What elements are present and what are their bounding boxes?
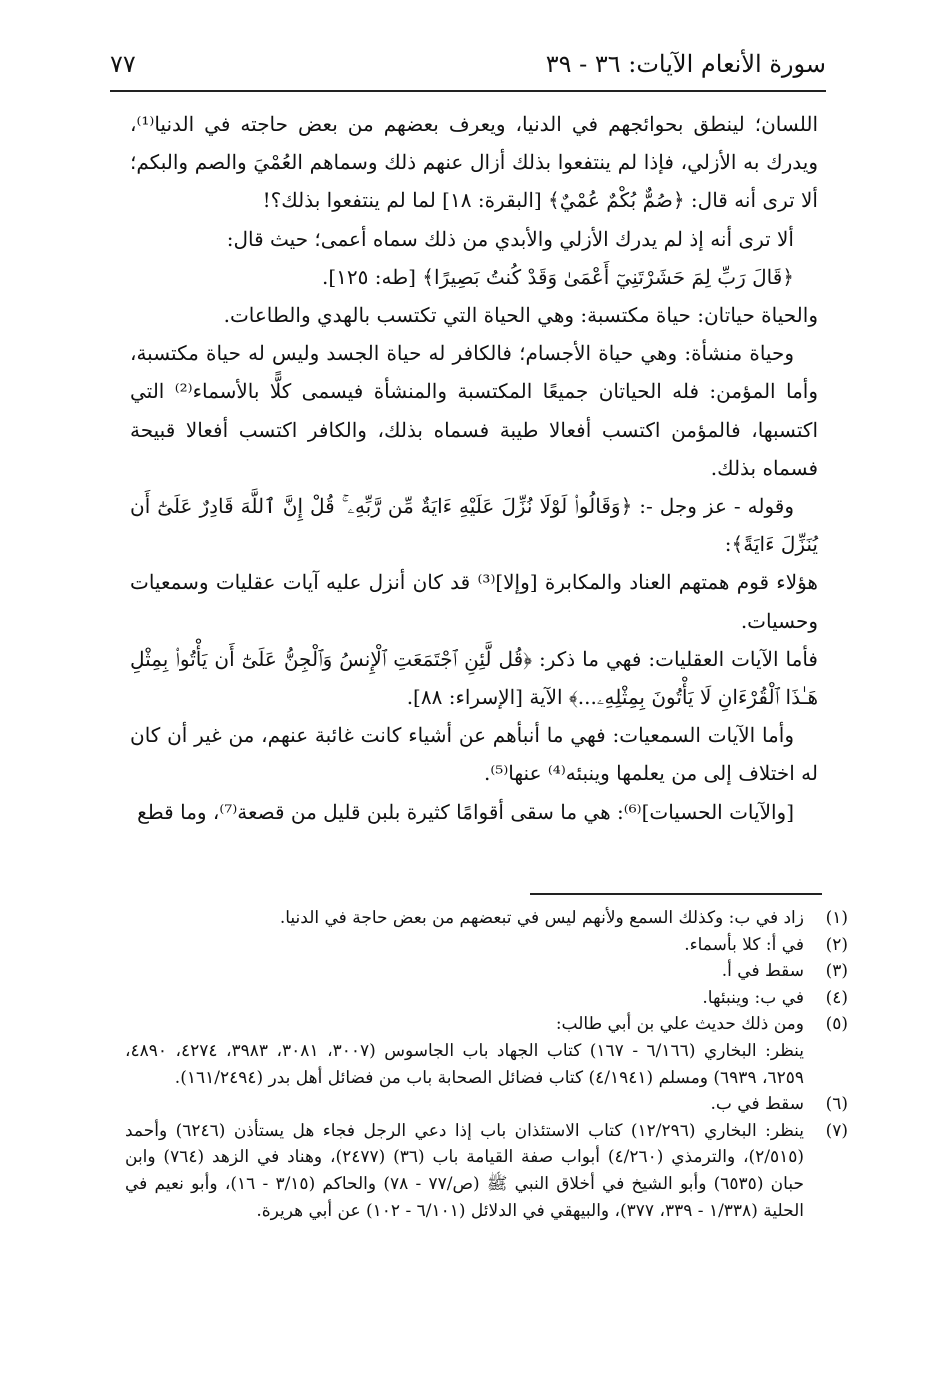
footnote-text: في ب: وينبئها. bbox=[702, 987, 804, 1008]
paragraph: [والآيات الحسيات]⁽⁶⁾: هي ما سقى أقوامًا كثيرة بلبن قليل من قصعة⁽⁷⁾، وما قطع bbox=[137, 799, 794, 824]
footnote-number: (٤) bbox=[825, 987, 848, 1008]
footnote bbox=[125, 985, 848, 1012]
footnote-text: ومن ذلك حديث علي بن أبي طالب: bbox=[555, 1014, 804, 1035]
footnotes bbox=[125, 905, 848, 1224]
paragraph: فأما الآيات العقليات: فهي ما ذكر: ﴿قُل لَّئِنِ ٱجْتَمَعَتِ ٱلْإِنسُ وَٱلْجِنُّ عَلَىٰٓ أَن يَأْتُوا۟ بِمِثْلِ هَـٰذَا ٱلْقُرْءَانِ لَا يَأْتُونَ بِمِثْلِهِۦ...﴾ الآية [الإسراء: ٨٨]. bbox=[130, 646, 818, 710]
paragraph: وحياة منشأة: وهي حياة الأجسام؛ فالكافر له حياة الجسد وليس له حياة مكتسبة، وأما المؤمن: فله الحياتان جميعًا المكتسبة والمنشأة فيسمى كلًّا بالأسماء⁽²⁾ التي اكتسبها، فالمؤمن اكتسب أفعالا طيبة فسماه بذلك، والكافر اكتسب أفعالا قبيحة فسماه بذلك. bbox=[130, 341, 818, 480]
footnote bbox=[125, 1118, 848, 1224]
footnote-number: (٦) bbox=[825, 1094, 848, 1115]
header-rule bbox=[110, 90, 826, 92]
paragraph: اللسان؛ لينطق بحوائجهم في الدنيا، ويعرف بعضهم من بعض حاجته في الدنيا⁽¹⁾، ويدرك به الأزلي، فإذا لم ينتفعوا بذلك أزال عنهم ذلك وسماهم العُمْيَ والصم والبكم؛ ألا ترى أنه قال: ﴿صُمٌّ بُكْمٌ عُمْيٌ﴾ [البقرة: ١٨] لما لم ينتفعوا بذلك؟! bbox=[130, 112, 819, 213]
paragraph: هؤلاء قوم همتهم العناد والمكابرة [وإلا]⁽³⁾ قد كان أنزل عليه آيات عقليات وسمعيات وحسيات. bbox=[130, 570, 818, 633]
footnote bbox=[125, 1091, 848, 1118]
footnote bbox=[125, 958, 848, 985]
paragraph: والحياة حياتان: حياة مكتسبة: وهي الحياة التي تكتسب بالهدي والطاعات. bbox=[223, 303, 818, 328]
footnote-number: (١) bbox=[825, 908, 848, 928]
page-number: ٧٧ bbox=[110, 50, 136, 78]
page-header bbox=[110, 50, 826, 90]
footnote-separator bbox=[530, 893, 822, 895]
footnote-number: (٢) bbox=[825, 934, 848, 955]
quran-verse: ﴿قَالَ رَبِّ لِمَ حَشَرْتَنِيٓ أَعْمَىٰ وَقَدْ كُنتُ بَصِيرًا﴾ [طه: ١٢٥]. bbox=[321, 264, 794, 289]
footnote-text: في أ: كلا بأسماء. bbox=[684, 934, 804, 955]
footnote-text: ينظر: البخاري (١٢/٢٩٦) كتاب الاستئذان باب إذا دعي الرجل فجاء هل يستأذن (٦٢٤٦) وأحمد (٢/٥١٥)، والترمذي (٤/٢٦٠) أبواب صفة القيامة باب (٣٦) (٢٤٧٧)، وهناد في الزهد (٧٦٤) وابن حبان (٦٥٣٥) وأبو الشيخ في أخلاق النبي ﷺ (ص/٧٧ - ٧٨) والحاكم (٣/١٥ - ١٦)، وأبو نعيم في الحلية (١/٣٣٨ - ٣٣٩، ٣٧٧)، والبيهقي في الدلائل (٦/١٠١ - ١٠٢) عن أبي هريرة. bbox=[125, 1120, 805, 1221]
paragraph: وأما الآيات السمعيات: فهي ما أنبأهم عن أشياء كانت غائبة عنهم، من غير أن كان له اختلاف إلى من يعلمها وينبئه⁽⁴⁾ عنها⁽⁵⁾. bbox=[130, 723, 818, 786]
paragraph: ألا ترى أنه إذ لم يدرك الأزلي والأبدي من ذلك سماه أعمى؛ حيث قال: bbox=[226, 226, 794, 251]
footnote-continuation: ينظر: البخاري (٦/١٦٦ - ١٦٧) كتاب الجهاد باب الجاسوس (٣٠٠٧، ٣٠٨١، ٣٩٨٣، ٤٢٧٤، ٤٨٩٠، ٦٢٥٩، ٦٩٣٩) ومسلم (٤/١٩٤١) كتاب فضائل الصحابة باب من فضائل أهل بدر (١٦١/٢٤٩٤). bbox=[125, 1040, 805, 1088]
running-title: سورة الأنعام الآيات: ٣٦ - ٣٩ bbox=[545, 50, 826, 78]
footnote-text: سقط في ب. bbox=[710, 1094, 804, 1115]
footnote bbox=[125, 1011, 848, 1038]
footnote-number: (٧) bbox=[825, 1120, 848, 1141]
paragraph: وقوله - عز وجل -: ﴿وَقَالُوا۟ لَوْلَا نُزِّلَ عَلَيْهِ ءَايَةٌ مِّن رَّبِّهِۦ ۚ قُلْ إِنَّ ٱللَّهَ قَادِرٌ عَلَىٰٓ أَن يُنَزِّلَ ءَايَةً﴾: bbox=[130, 494, 818, 557]
footnote-text: سقط في أ. bbox=[721, 961, 804, 982]
footnote-number: (٣) bbox=[825, 961, 848, 982]
footnote bbox=[125, 905, 848, 932]
footnote-number: (٥) bbox=[825, 1014, 848, 1035]
footnote bbox=[125, 932, 848, 959]
main-text bbox=[130, 105, 818, 831]
footnote-text: زاد في ب: وكذلك السمع ولأنهم ليس في تبعضهم من بعض حاجة في الدنيا. bbox=[279, 908, 804, 928]
